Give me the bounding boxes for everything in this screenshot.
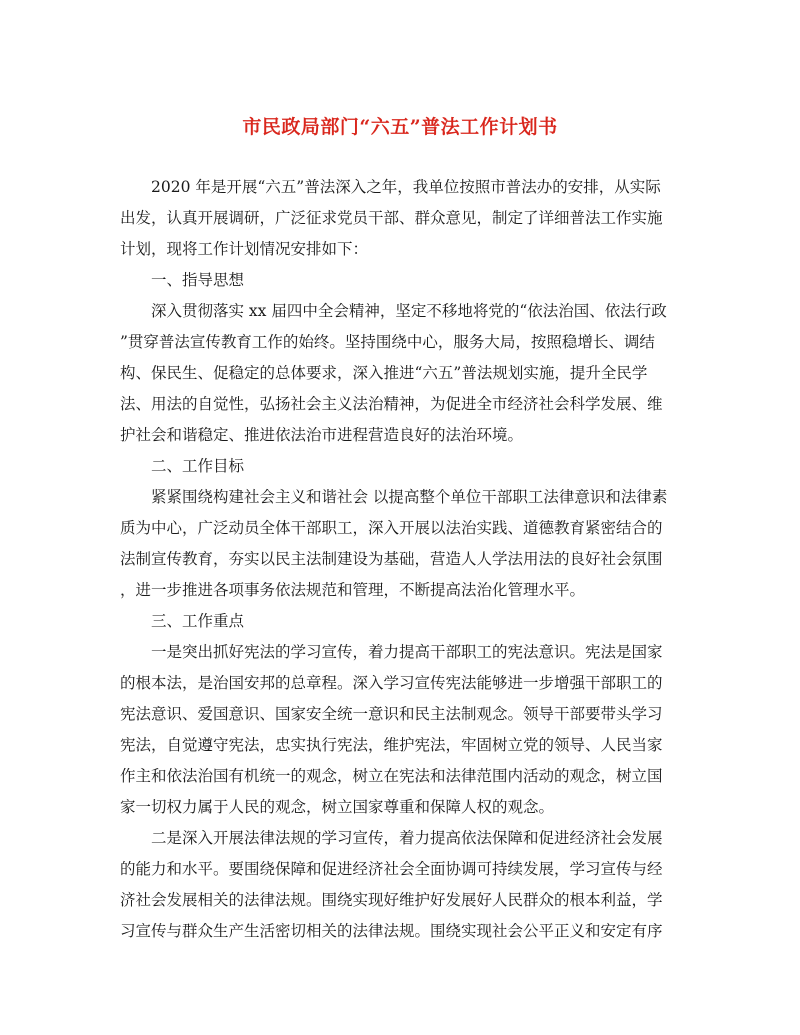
text-line: 一是突出抓好宪法的学习宣传，着力提高干部职工的宪法意识。宪法是国家 bbox=[151, 643, 663, 661]
text-line: 的能力和水平。要围绕保障和促进经济社会全面协调可持续发展，学习宣传与经 bbox=[120, 860, 663, 878]
text-line: 计划，现将工作计划情况安排如下： bbox=[120, 240, 369, 258]
text-line: 2020 年是开展“六五”普法深入之年，我单位按照市普法办的安排，从实际 bbox=[151, 178, 661, 196]
text-line: 一、指导思想 bbox=[151, 271, 245, 289]
text-line: 作主和依法治国有机统一的观念，树立在宪法和法律范围内活动的观念，树立国 bbox=[120, 767, 663, 785]
text-line: 法制宣传教育，夯实以民主法制建设为基础，营造人人学法用法的良好社会氛围 bbox=[120, 550, 663, 568]
document-title: 市民政局部门“六五”普法工作计划书 bbox=[242, 116, 558, 138]
text-line: 的根本法，是治国安邦的总章程。深入学习宣传宪法能够进一步增强干部职工的 bbox=[120, 674, 663, 692]
text-line: 家一切权力属于人民的观念，树立国家尊重和保障人权的观念。 bbox=[120, 798, 555, 816]
text-line: 紧紧围绕构建社会主义和谐社会 以提高整个单位干部职工法律意识和法律素 bbox=[151, 488, 668, 506]
text-line: ，进一步推进各项事务依法规范和管理，不断提高法治化管理水平。 bbox=[120, 581, 586, 599]
text-line: 出发，认真开展调研，广泛征求党员干部、群众意见，制定了详细普法工作实施 bbox=[120, 209, 663, 227]
text-line: 宪法意识、爱国意识、国家安全统一意识和民主法制观念。领导干部要带头学习 bbox=[120, 705, 663, 723]
text-line: 构、保民生、促稳定的总体要求，深入推进“六五”普法规划实施，提升全民学 bbox=[120, 364, 648, 382]
text-line: 法、用法的自觉性，弘扬社会主义法治精神，为促进全市经济社会科学发展、维 bbox=[120, 395, 663, 413]
text-line: 三、工作重点 bbox=[151, 612, 245, 630]
text-line: 深入贯彻落实 xx 届四中全会精神，坚定不移地将党的“依法治国、依法行政 bbox=[151, 302, 667, 320]
text-line: 质为中心，广泛动员全体干部职工，深入开展以法治实践、道德教育紧密结合的 bbox=[120, 519, 663, 537]
text-line: 二、工作目标 bbox=[151, 457, 245, 475]
text-line: 护社会和谐稳定、推进依法治市进程营造良好的法治环境。 bbox=[120, 426, 524, 444]
text-line: 济社会发展相关的法律法规。围绕实现好维护好发展好人民群众的根本利益，学 bbox=[120, 891, 663, 909]
text-line: 宪法，自觉遵守宪法，忠实执行宪法，维护宪法，牢固树立党的领导、人民当家 bbox=[120, 736, 663, 754]
text-line: ”贯穿普法宣传教育工作的始终。坚持围绕中心，服务大局，按照稳增长、调结 bbox=[120, 333, 655, 351]
document-body bbox=[120, 172, 678, 947]
text-line: 习宣传与群众生产生活密切相关的法律法规。围绕实现社会公平正义和安定有序 bbox=[120, 922, 663, 940]
text-line: 二是深入开展法律法规的学习宣传，着力提高依法保障和促进经济社会发展 bbox=[151, 829, 663, 847]
